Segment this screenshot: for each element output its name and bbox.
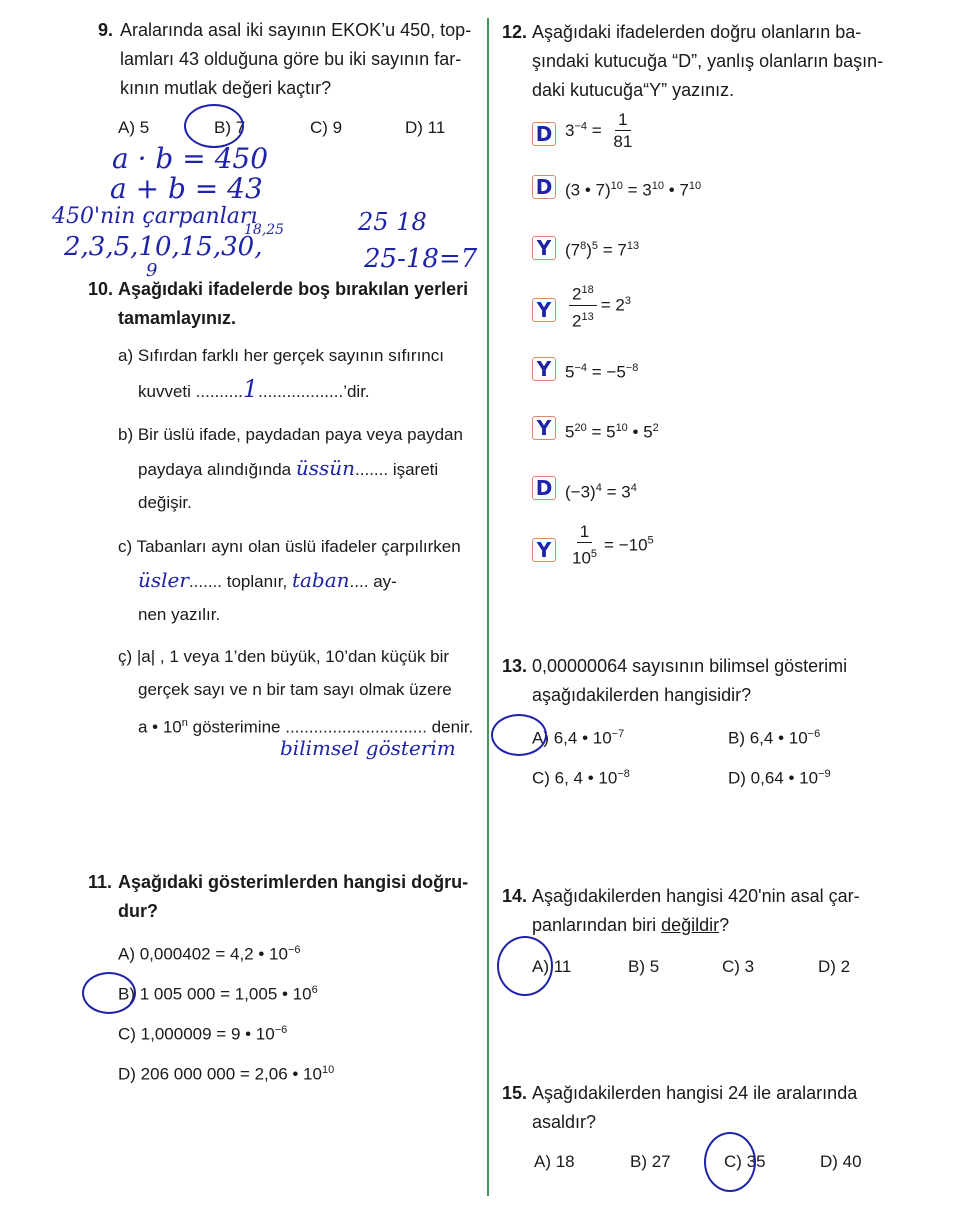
question-text-line: Aralarında asal iki sayının EKOK’u 450, top- [120,20,472,40]
option-exponent: 6 [311,984,318,996]
question-text-line: tamamlayınız. [118,308,237,328]
item-text: gösterimine [192,717,281,737]
question-text-line: Aşağıdaki ifadelerden doğru olanların ba- [532,22,862,42]
item-text-line: değişir. [138,493,192,512]
item-text: denir. [431,717,474,737]
item-text: ay- [373,572,397,591]
statement-8: $\frac{1}{10^5}$ = $-10^5$ [572,522,654,568]
handwritten-answer: üsler [138,568,189,592]
option-text: A) 0,000402 = 4,2 • 10 [118,944,288,964]
handwritten-note: 18,25 [244,222,285,238]
statement-4: $\frac{2^{18}}{2^{13}}$ = $2^3$ [565,280,631,332]
question-text-line: dur? [118,901,158,921]
option-text: D) 206 000 000 = 2,06 • 10 [118,1064,322,1084]
question-emphasis: değildir [661,915,720,935]
item-b [118,423,478,515]
option-c[interactable] [118,1018,287,1047]
option-d[interactable]: D) 11 [405,118,446,137]
option-exponent: 10 [321,1064,335,1076]
question-number: 15. [502,1083,528,1103]
statement-3: $(7^8)^5 = 7^{13}$ [565,240,640,260]
item-text-line: nen yazılır. [138,605,221,624]
option-c[interactable]: C) 9 [310,118,343,137]
question-13 [502,652,527,681]
question-text-line: Aşağıdaki gösterimlerden hangisi doğru- [118,872,469,892]
option-c[interactable]: C) 3 [722,957,755,976]
option-text: D) 0,64 • 10 [728,768,819,788]
option-d[interactable] [728,762,831,791]
question-9 [98,16,113,45]
answer-circle [497,936,553,996]
statement-1: $3^{-4}$ = $\frac{1}{81}$ [565,110,633,151]
handwritten-note: 450'nin çarpanları [52,204,258,229]
question-text: panlarından biri [532,915,662,935]
item-cc [118,645,478,740]
blank-line[interactable]: .......... [195,382,243,401]
item-text: işareti [392,460,439,479]
item-text-line: gerçek sayı ve n bir tam sayı olmak üzere [138,680,452,699]
question-text: ? [719,915,730,935]
handwritten-answer: taban [291,568,350,592]
question-15-text [532,1079,952,1137]
item-c [118,535,478,627]
item-text: ’dir. [343,382,370,401]
item-text-line: a) Sıfırdan farklı her gerçek sayının sıfırıncı [118,346,444,365]
option-text: B) 1 005 000 = 1,005 • 10 [118,984,312,1004]
question-text-line: lamları 43 olduğuna göre bu iki sayının far- [120,49,462,69]
statement-5: $5^{-4} = -5^{-8}$ [565,362,639,382]
item-text: toplanır, [226,572,288,591]
question-number: 14. [502,886,528,906]
option-text: B) 6,4 • 10 [728,728,808,748]
option-text: A) 6,4 • 10 [532,728,612,748]
column-divider [487,18,489,1196]
option-b[interactable] [728,722,820,751]
question-11-text [118,868,478,926]
question-text-line: aşağıdakilerden hangisidir? [532,685,752,705]
question-number: 11. [88,872,113,892]
item-text: kuvveti [138,382,191,401]
answer-box[interactable]: Y [532,538,556,562]
handwritten-answer: üssün [295,456,356,480]
option-text: C) 6, 4 • 10 [532,768,618,788]
option-c[interactable] [532,762,630,791]
question-10-text [118,275,478,333]
option-c[interactable]: C) 35 [724,1152,766,1171]
handwritten-note: 25-18=7 [364,244,478,274]
answer-circle [82,972,136,1014]
answer-box[interactable]: Y [532,298,556,322]
handwritten-note: 9 [146,260,158,281]
blank-line[interactable]: ....... [355,460,389,479]
question-text-line: Aşağıdaki ifadelerde boş bırakılan yerleri [118,279,469,299]
answer-box[interactable]: D [532,122,556,146]
question-text-line: Aşağıdakilerden hangisi 420'nin asal çar- [532,886,860,906]
handwritten-note: 25 18 [358,208,427,236]
answer-circle [491,714,547,756]
question-text-line: daki kutucuğa“Y” yazınız. [532,80,735,100]
item-text-line: ç) |a| , 1 veya 1’den büyük, 10’dan küçük bir [118,647,450,666]
question-11 [88,868,112,897]
option-d[interactable] [118,1058,334,1087]
option-b[interactable]: B) 5 [628,957,660,976]
item-text: paydaya alındığında [138,460,292,479]
blank-line[interactable]: ....... [188,572,222,591]
question-14 [502,882,527,911]
option-a[interactable]: A) 11 [532,957,572,976]
question-text-line: kının mutlak değeri kaçtır? [120,78,332,98]
option-exponent: −9 [818,768,831,780]
question-10 [88,275,113,304]
question-text-line: Aşağıdakilerden hangisi 24 ile aralarında [532,1083,858,1103]
blank-line[interactable]: .............................. [285,717,427,737]
blank-line[interactable]: .... [349,572,369,591]
handwritten-note: 2,3,5,10,15,30, [64,232,263,262]
option-a[interactable]: A) 5 [118,118,150,137]
item-text: n [181,717,188,729]
item-text: a • 10 [138,717,182,737]
option-d[interactable]: D) 40 [820,1152,862,1171]
item-text-line: c) Tabanları aynı olan üslü ifadeler çarpılırken [118,537,461,556]
item-a: a) Sıfırdan farklı her gerçek sayının sıfırıncı kuvveti ..........1..................’dir. [118,344,478,404]
answer-box[interactable]: Y [532,416,556,440]
question-12-text [532,18,952,105]
statement-6: $5^{20} = 5^{10}$ • $5^2$ [565,422,659,442]
option-text: C) 1,000009 = 9 • 10 [118,1024,275,1044]
option-a[interactable]: A) 18 [534,1152,575,1171]
option-d[interactable]: D) 2 [818,957,851,976]
answer-box[interactable]: Y [532,357,556,381]
handwritten-answer: bilimsel gösterim [280,736,456,760]
question-number: 13. [502,656,528,676]
handwritten-note: a + b = 43 [110,172,263,205]
question-text-line: 0,00000064 sayısının bilimsel gösterimi [532,656,848,676]
question-15 [502,1079,527,1108]
statement-2: (3 • $7)^{10} = 3^{10}$ • $7^{10}$ [565,180,702,200]
question-13-text [532,652,952,710]
option-a[interactable] [118,938,301,967]
question-text-line: şındaki kutucuğa “D”, yanlış olanların başın- [532,51,884,71]
answer-box[interactable]: Y [532,236,556,260]
option-b[interactable] [118,978,318,1007]
option-exponent: −6 [807,728,821,740]
answer-circle [704,1132,756,1192]
answer-box[interactable]: D [532,476,556,500]
item-text-line: b) Bir üslü ifade, paydadan paya veya paydan [118,425,463,444]
question-number: 12. [502,22,528,42]
question-14-text [532,882,952,940]
statement-7: $(-3)^4 = 3^4$ [565,482,637,502]
handwritten-answer: 1 [242,375,259,403]
handwritten-note: a · b = 450 [112,142,269,175]
option-exponent: −8 [617,768,630,780]
option-exponent: −6 [287,944,301,956]
option-exponent: −6 [274,1024,288,1036]
question-12 [502,18,527,47]
question-9-text [120,16,480,103]
question-number: 9. [98,20,114,40]
option-exponent: −7 [611,728,625,740]
question-text-line: asaldır? [532,1112,597,1132]
option-b[interactable]: B) 7 [214,118,246,137]
question-number: 10. [88,279,114,299]
answer-box[interactable]: D [532,175,556,199]
option-b[interactable]: B) 27 [630,1152,671,1171]
